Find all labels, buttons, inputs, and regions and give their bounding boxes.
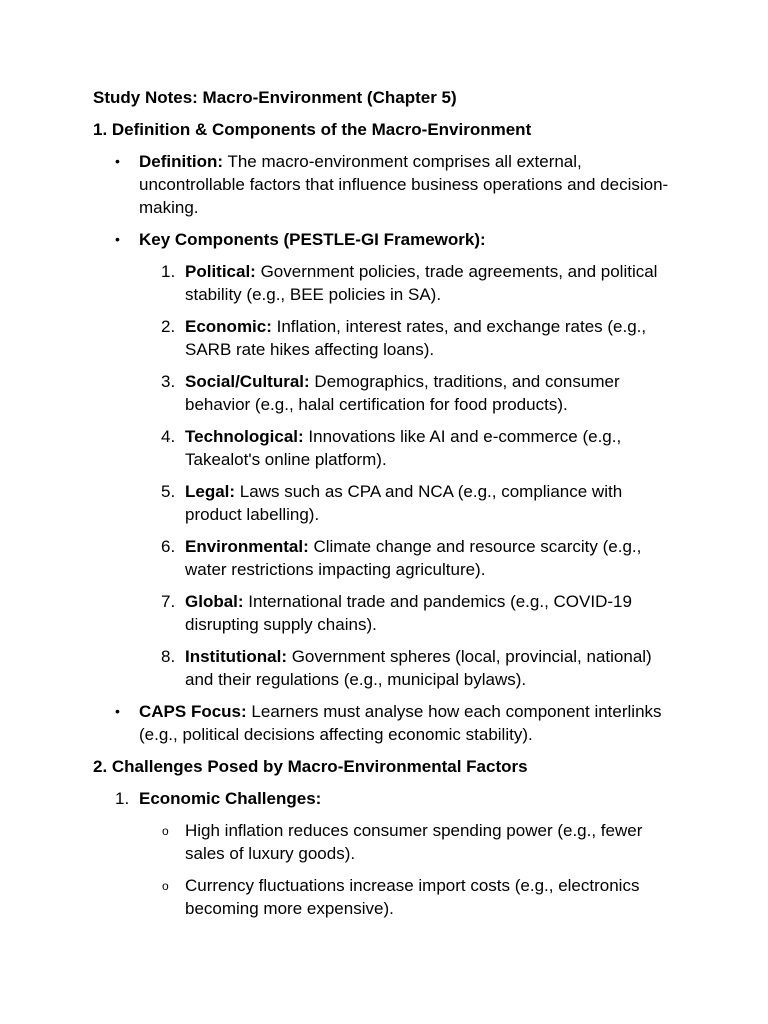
component-item [139,260,683,306]
component-item [139,370,683,416]
challenge-point-text: High inflation reduces consumer spending power (e.g., fewer sales of luxury goods). [185,821,643,863]
challenge-point [139,874,683,920]
component-text: Inflation, interest rates, and exchange rates (e.g., SARB rate hikes affecting loans). [185,317,647,359]
component-number: 3. [161,372,176,391]
component-text: Laws such as CPA and NCA (e.g., compliance with product labelling). [185,482,623,524]
economic-challenges-label: Economic Challenges: [139,789,322,808]
definition-item [93,150,683,219]
definition-label: Definition: [139,152,224,171]
component-label: Political: [185,262,256,281]
circle-bullet-icon: o [162,879,169,893]
economic-challenges-item [93,787,683,920]
component-number: 7. [161,592,176,611]
component-text: Government policies, trade agreements, and political stability (e.g., BEE policies in SA). [185,262,658,304]
components-list [139,260,683,691]
bullet-icon: • [115,153,120,169]
challenge-point [139,819,683,865]
component-text: Climate change and resource scarcity (e.g., water restrictions impacting agriculture). [185,537,642,579]
component-text: Demographics, traditions, and consumer behavior (e.g., halal certification for food products). [185,372,620,414]
component-item [139,590,683,636]
component-item [139,315,683,361]
section-1-list [93,150,683,746]
caps-focus-label: CAPS Focus: [139,702,247,721]
economic-challenges-points [139,819,683,920]
challenge-number: 1. [115,789,130,808]
component-text: Innovations like AI and e-commerce (e.g., Takealot's online platform). [185,427,622,469]
caps-focus-item [93,700,683,746]
component-label: Global: [185,592,244,611]
component-label: Legal: [185,482,236,501]
section-2-list [93,787,683,920]
component-label: Social/Cultural: [185,372,310,391]
component-number: 2. [161,317,176,336]
key-components-label: Key Components (PESTLE-GI Framework): [139,230,486,249]
component-number: 1. [161,262,176,281]
section-2-heading: 2. Challenges Posed by Macro-Environmental Factors [93,757,528,776]
bullet-icon: • [115,703,120,719]
component-number: 6. [161,537,176,556]
component-number: 8. [161,647,176,666]
component-item [139,480,683,526]
challenge-point-text: Currency fluctuations increase import costs (e.g., electronics becoming more expensive). [185,876,640,918]
caps-focus-text: Learners must analyse how each component interlinks (e.g., political decisions affecting economic stability). [139,702,662,744]
component-text: Government spheres (local, provincial, national) and their regulations (e.g., municipal bylaws). [185,647,652,689]
component-label: Economic: [185,317,272,336]
definition-text: The macro-environment comprises all external, uncontrollable factors that influence business operations and decision-making. [139,152,669,217]
component-number: 4. [161,427,176,446]
component-label: Environmental: [185,537,309,556]
component-item [139,535,683,581]
component-label: Technological: [185,427,304,446]
document-content [93,86,683,929]
component-number: 5. [161,482,176,501]
bullet-icon: • [115,231,120,247]
component-text: International trade and pandemics (e.g., COVID-19 disrupting supply chains). [185,592,632,634]
section-1-heading: 1. Definition & Components of the Macro-Environment [93,120,532,139]
key-components-item [93,228,683,691]
component-item [139,645,683,691]
document-title: Study Notes: Macro-Environment (Chapter 5) [93,88,457,107]
component-item [139,425,683,471]
circle-bullet-icon: o [162,824,169,838]
component-label: Institutional: [185,647,287,666]
